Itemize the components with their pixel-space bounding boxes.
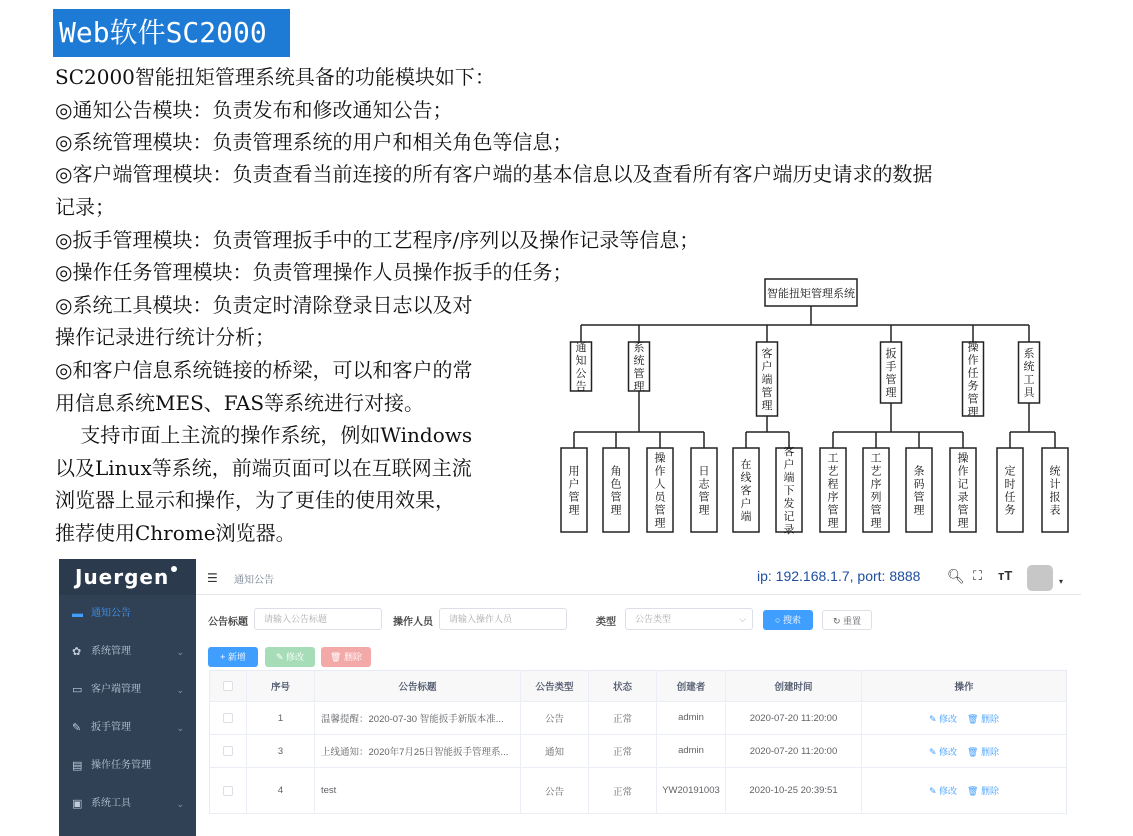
module-org-chart: [555, 272, 1075, 537]
sidebar-item-label: 系统管理: [91, 646, 131, 657]
chart-node-label: 日志管理: [698, 464, 710, 517]
chart-node-label: 角色管理: [610, 464, 622, 517]
edit-icon: ✎: [275, 652, 287, 662]
title-label: 公告标题: [208, 617, 248, 628]
operator-input[interactable]: 请输入操作人员: [439, 608, 567, 630]
add-button-label: 新增: [227, 652, 246, 662]
chart-node-label: 定时任务: [1004, 464, 1016, 517]
toolbox-icon: ▣: [72, 798, 83, 810]
chart-node-label: 系统管理: [633, 341, 645, 393]
edit-icon: ✎: [928, 746, 940, 757]
cell-status: 正常: [589, 768, 657, 813]
font-size-icon[interactable]: ᴛT: [998, 568, 1013, 583]
sidebar-item[interactable]: [59, 633, 196, 671]
chevron-down-icon: ⌄: [176, 647, 184, 657]
type-select-placeholder: 公告类型: [635, 614, 672, 624]
row-delete-link[interactable]: [967, 712, 999, 725]
chart-node-label: 客户端管理: [761, 347, 773, 412]
delete-button[interactable]: [321, 647, 371, 667]
doc-line: ◎通知公告模块：负责发布和修改通知公告；: [55, 98, 453, 122]
cell-time: 2020-07-20 11:20:00: [726, 702, 862, 734]
chart-node-label: 通知公告: [575, 341, 587, 393]
table-row: [210, 702, 1066, 735]
actions-cell: [862, 735, 1066, 767]
doc-line: ◎系统工具模块：负责定时清除登录日志以及对: [55, 293, 473, 317]
chart-node-label: 操作记录管理: [957, 451, 969, 530]
cell-status: 正常: [589, 735, 657, 767]
row-edit-link[interactable]: [929, 745, 957, 758]
sidebar-item[interactable]: [59, 709, 196, 747]
main-content: [196, 559, 1081, 836]
trash-icon: 🗑︎: [967, 713, 981, 724]
document-title: Web软件SC2000: [53, 9, 290, 57]
monitor-icon: ▭: [72, 684, 83, 696]
clipboard-icon: ▤: [72, 760, 83, 772]
chart-node-label: 统计报表: [1049, 464, 1061, 517]
chevron-down-icon: ⌄: [176, 799, 184, 809]
cell-id: 4: [247, 768, 315, 813]
row-edit-link[interactable]: [929, 784, 957, 797]
header-cell: 创建者: [657, 671, 726, 701]
row-checkbox[interactable]: [223, 786, 233, 796]
row-delete-label: 删除: [980, 713, 999, 724]
select-cell: [210, 702, 247, 734]
cell-creator: admin: [657, 735, 726, 767]
reset-button-label: 重置: [843, 616, 862, 626]
chart-node-label: 条码管理: [913, 464, 925, 517]
doc-line: 用信息系统MES、FAS等系统进行对接。: [55, 391, 425, 415]
table-row: [210, 735, 1066, 768]
row-edit-label: 修改: [939, 786, 958, 796]
select-cell: [210, 735, 247, 767]
cell-creator: YW20191003: [657, 768, 726, 813]
operator-label: 操作人员: [393, 617, 433, 628]
fullscreen-icon[interactable]: ⛶: [973, 568, 983, 583]
cell-status: 正常: [589, 702, 657, 734]
row-edit-label: 修改: [939, 746, 958, 757]
table-row: [210, 768, 1066, 814]
chart-node-label: 用户管理: [568, 464, 580, 517]
sidebar-item-label: 通知公告: [91, 608, 131, 619]
edit-button[interactable]: [265, 647, 315, 667]
doc-line: ◎扳手管理模块：负责管理扳手中的工艺程序/序列以及操作记录等信息；: [55, 228, 700, 252]
doc-line: ◎操作任务管理模块：负责管理操作人员操作扳手的任务；: [55, 260, 573, 284]
delete-button-label: 删除: [343, 652, 362, 662]
header-cell: 状态: [589, 671, 657, 701]
chart-node-label: 系统工具: [1023, 347, 1035, 399]
actions-cell: [862, 768, 1066, 813]
logo: [59, 559, 196, 595]
select-all-checkbox[interactable]: [223, 681, 233, 691]
message-icon: ▬: [72, 608, 83, 620]
navbar: [196, 559, 1081, 595]
cell-title: 温馨提醒：2020-07-30 智能扳手新版本准...: [315, 702, 521, 734]
header-cell: 操作: [954, 682, 974, 693]
actions-cell: [862, 702, 1066, 734]
cell-type: 公告: [521, 702, 589, 734]
reset-button[interactable]: [822, 610, 872, 630]
chart-node-label: 在线客户端: [740, 458, 752, 523]
plus-icon: +: [220, 652, 228, 662]
doc-line: 操作记录进行统计分析；: [55, 325, 275, 349]
sidebar-item[interactable]: [59, 595, 196, 633]
doc-line: ◎系统管理模块：负责管理系统的用户和相关角色等信息；: [55, 130, 573, 154]
avatar[interactable]: [1027, 565, 1053, 591]
type-select[interactable]: [625, 608, 753, 630]
row-delete-link[interactable]: [967, 784, 999, 797]
cell-id: 3: [247, 735, 315, 767]
title-input[interactable]: 请输入公告标题: [254, 608, 382, 630]
doc-line: SC2000智能扭矩管理系统具备的功能模块如下：: [55, 65, 495, 89]
header-cell: 公告标题: [315, 671, 521, 701]
row-checkbox[interactable]: [223, 713, 233, 723]
sidebar-item[interactable]: [59, 671, 196, 709]
search-button-label: 搜索: [782, 615, 801, 625]
row-edit-link[interactable]: [929, 712, 957, 725]
header-cell: 序号: [247, 671, 315, 701]
row-delete-label: 删除: [980, 746, 999, 757]
chart-node-label: 操作人员管理: [654, 451, 666, 530]
select-all-cell: [210, 671, 247, 701]
row-delete-link[interactable]: [967, 745, 999, 758]
notice-table: [209, 670, 1067, 814]
trash-icon: 🗑︎: [967, 746, 981, 757]
header-cell: 创建时间: [726, 671, 862, 701]
trash-icon: 🗑︎: [330, 652, 344, 662]
logo-text: Juergen: [75, 565, 170, 589]
sidebar-item-label: 操作任务管理: [91, 760, 151, 771]
edit-icon: ✎: [928, 713, 940, 724]
edit-button-label: 修改: [286, 652, 305, 662]
cell-creator: admin: [657, 702, 726, 734]
cell-time: 2020-10-25 20:39:51: [726, 768, 862, 813]
ip-info: ip: 192.168.1.7, port: 8888: [757, 568, 921, 584]
cell-time: 2020-07-20 11:20:00: [726, 735, 862, 767]
hamburger-icon[interactable]: ☰: [207, 571, 218, 585]
doc-line: 记录；: [55, 195, 115, 219]
sidebar-item-label: 系统工具: [91, 798, 131, 809]
chart-node-label: 工艺程序管理: [827, 451, 839, 530]
chart-node-label: 工艺序列管理: [870, 451, 882, 530]
sidebar-item[interactable]: [59, 785, 196, 823]
chart-node-label: 客户端下发记录: [783, 445, 795, 536]
cell-title: test: [315, 768, 521, 813]
doc-line: 以及Linux等系统，前端页面可以在互联网主流: [55, 456, 472, 480]
gear-icon: ✿: [72, 646, 82, 658]
chevron-down-icon: ⌄: [176, 723, 184, 733]
sidebar-item[interactable]: [59, 747, 196, 785]
chevron-down-icon[interactable]: ▾: [1059, 577, 1064, 586]
app-screenshot: [59, 559, 1081, 836]
wrench-icon: ✎: [72, 722, 82, 734]
search-button[interactable]: [763, 610, 813, 630]
chart-node-label: 操作任务管理: [967, 340, 979, 419]
select-cell: [210, 768, 247, 813]
chevron-down-icon: ⌵: [739, 614, 746, 624]
cell-type: 公告: [521, 768, 589, 813]
chevron-down-icon: ⌄: [176, 685, 184, 695]
cell-title: 上线通知：2020年7月25日智能扳手管理系...: [315, 735, 521, 767]
trash-icon: 🗑︎: [967, 786, 981, 796]
type-label: 类型: [596, 617, 616, 628]
doc-line: ◎和客户信息系统链接的桥梁，可以和客户的常: [55, 358, 473, 382]
refresh-icon: ↻: [832, 616, 844, 626]
logo-dot: [171, 566, 177, 572]
row-delete-label: 删除: [980, 786, 999, 796]
row-edit-label: 修改: [939, 713, 958, 724]
cell-type: 通知: [521, 735, 589, 767]
edit-icon: ✎: [928, 786, 940, 796]
sidebar-item-label: 客户端管理: [91, 684, 141, 695]
doc-line: 推荐使用Chrome浏览器。: [55, 521, 296, 545]
row-checkbox[interactable]: [223, 746, 233, 756]
doc-line: 支持市面上主流的操作系统，例如Windows: [55, 423, 473, 447]
breadcrumb[interactable]: 通知公告: [234, 575, 274, 586]
chart-node-label: 扳手管理: [885, 347, 897, 399]
doc-line: 浏览器上显示和操作，为了更佳的使用效果，: [55, 488, 455, 512]
header-cell: 公告类型: [521, 671, 589, 701]
search-icon[interactable]: 🔍︎: [947, 568, 965, 584]
add-button[interactable]: [208, 647, 258, 667]
table-header-row: [210, 671, 1066, 702]
doc-line: ◎客户端管理模块：负责查看当前连接的所有客户端的基本信息以及查看所有客户端历史请求的数据: [55, 162, 933, 186]
sidebar-item-label: 扳手管理: [91, 722, 131, 733]
cell-id: 1: [247, 702, 315, 734]
search-icon: ○: [775, 615, 783, 625]
chart-root-label: 智能扭矩管理系统: [767, 287, 855, 300]
sidebar: [59, 559, 196, 836]
